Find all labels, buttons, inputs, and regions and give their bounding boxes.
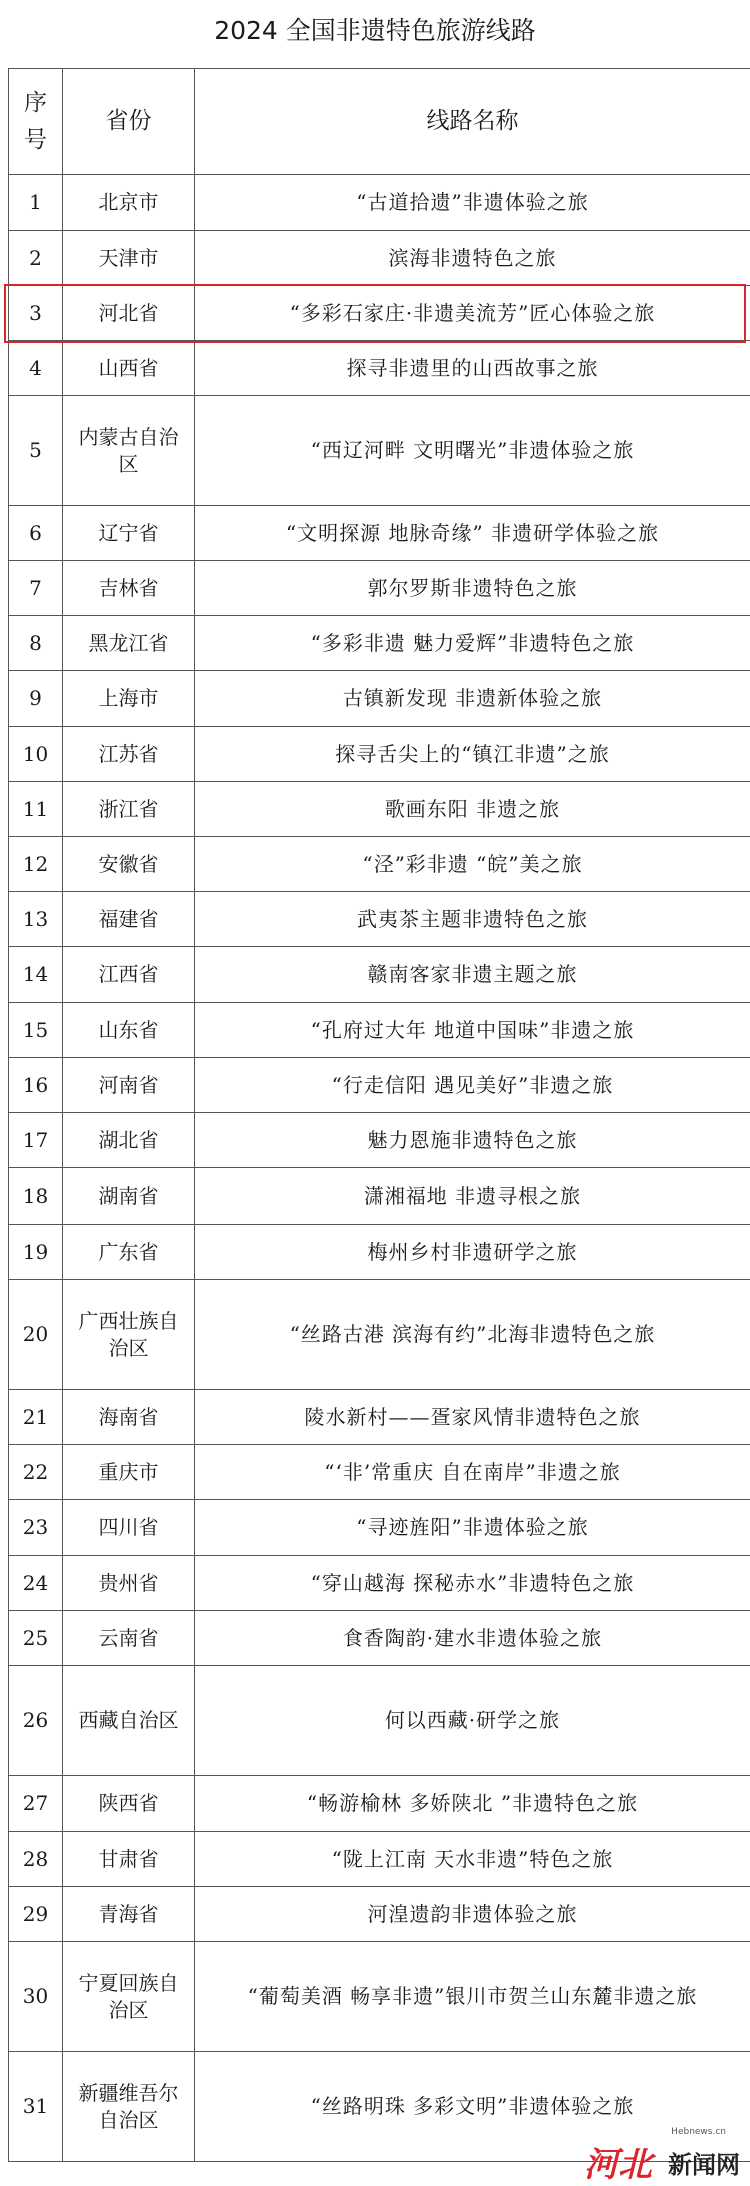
table-row [9, 175, 750, 231]
province-cell: 湖南省 [63, 1168, 195, 1225]
route-cell: “丝路明珠 多彩文明”非遗体验之旅 [195, 2052, 750, 2162]
news-logo [584, 2127, 744, 2175]
seq-cell: 30 [9, 1942, 63, 2052]
province-cell: 天津市 [63, 231, 195, 286]
route-cell: “西辽河畔 文明曙光”非遗体验之旅 [195, 396, 750, 506]
province-cell: 内蒙古自治区 [63, 396, 195, 506]
seq-cell: 15 [9, 1003, 63, 1058]
logo-brand: 河北 [584, 2137, 652, 2186]
seq-cell: 16 [9, 1058, 63, 1113]
table-row [9, 1168, 750, 1225]
route-cell: “多彩非遗 魅力爱辉”非遗特色之旅 [195, 616, 750, 671]
route-cell: 食香陶韵·建水非遗体验之旅 [195, 1611, 750, 1666]
route-cell: “寻迹旌阳”非遗体验之旅 [195, 1500, 750, 1556]
logo-url: Hebnews.cn [671, 2127, 726, 2137]
table-row [9, 1390, 750, 1445]
routes-table [8, 68, 750, 2162]
route-cell: “泾”彩非遗 “皖”美之旅 [195, 837, 750, 892]
province-cell: 辽宁省 [63, 506, 195, 561]
table-row [9, 1611, 750, 1666]
route-cell: 赣南客家非遗主题之旅 [195, 947, 750, 1003]
seq-cell: 9 [9, 671, 63, 727]
route-cell: 潇湘福地 非遗寻根之旅 [195, 1168, 750, 1225]
document-title: 2024 全国非遗特色旅游线路 [0, 0, 750, 62]
route-cell: 歌画东阳 非遗之旅 [195, 782, 750, 837]
table-row [9, 947, 750, 1003]
seq-cell: 14 [9, 947, 63, 1003]
seq-cell: 1 [9, 175, 63, 231]
table-row [9, 892, 750, 947]
table-row [9, 1887, 750, 1942]
table-row [9, 1942, 750, 2052]
table-row [9, 396, 750, 506]
route-cell: 武夷茶主题非遗特色之旅 [195, 892, 750, 947]
seq-cell: 28 [9, 1832, 63, 1887]
table-row [9, 1556, 750, 1611]
province-cell: 江苏省 [63, 727, 195, 782]
province-cell: 江西省 [63, 947, 195, 1003]
province-cell: 西藏自治区 [63, 1666, 195, 1776]
seq-cell: 5 [9, 396, 63, 506]
seq-cell: 12 [9, 837, 63, 892]
route-cell: 探寻非遗里的山西故事之旅 [195, 341, 750, 396]
province-cell: 四川省 [63, 1500, 195, 1556]
province-cell: 青海省 [63, 1887, 195, 1942]
table-row [9, 1776, 750, 1832]
seq-cell: 2 [9, 231, 63, 286]
seq-cell: 21 [9, 1390, 63, 1445]
province-cell: 宁夏回族自治区 [63, 1942, 195, 2052]
province-cell: 北京市 [63, 175, 195, 231]
province-cell: 甘肃省 [63, 1832, 195, 1887]
province-cell: 上海市 [63, 671, 195, 727]
route-cell: 古镇新发现 非遗新体验之旅 [195, 671, 750, 727]
header-seq: 序号 [9, 69, 63, 175]
seq-cell: 24 [9, 1556, 63, 1611]
table-row [9, 1113, 750, 1168]
table-row [9, 1280, 750, 1390]
table-row [9, 506, 750, 561]
table-row [9, 837, 750, 892]
header-province: 省份 [63, 69, 195, 175]
table-row [9, 782, 750, 837]
seq-cell: 17 [9, 1113, 63, 1168]
route-cell: 河湟遗韵非遗体验之旅 [195, 1887, 750, 1942]
province-cell: 吉林省 [63, 561, 195, 616]
seq-cell: 22 [9, 1445, 63, 1500]
province-cell: 河北省 [63, 286, 195, 341]
route-cell: “畅游榆林 多娇陕北 ”非遗特色之旅 [195, 1776, 750, 1832]
table-row [9, 561, 750, 616]
route-cell: “文明探源 地脉奇缘” 非遗研学体验之旅 [195, 506, 750, 561]
route-cell: “丝路古港 滨海有约”北海非遗特色之旅 [195, 1280, 750, 1390]
province-cell: 贵州省 [63, 1556, 195, 1611]
route-cell: “穿山越海 探秘赤水”非遗特色之旅 [195, 1556, 750, 1611]
seq-cell: 27 [9, 1776, 63, 1832]
seq-cell: 19 [9, 1225, 63, 1280]
seq-cell: 25 [9, 1611, 63, 1666]
route-cell: 郭尔罗斯非遗特色之旅 [195, 561, 750, 616]
seq-cell: 31 [9, 2052, 63, 2162]
table-row [9, 1832, 750, 1887]
province-cell: 海南省 [63, 1390, 195, 1445]
route-cell: 何以西藏·研学之旅 [195, 1666, 750, 1776]
seq-cell: 29 [9, 1887, 63, 1942]
table-header-row [9, 69, 750, 175]
table-row [9, 671, 750, 727]
route-cell: 陵水新村——疍家风情非遗特色之旅 [195, 1390, 750, 1445]
province-cell: 安徽省 [63, 837, 195, 892]
seq-cell: 6 [9, 506, 63, 561]
table-row [9, 727, 750, 782]
province-cell: 重庆市 [63, 1445, 195, 1500]
route-cell: “‘非’常重庆 自在南岸”非遗之旅 [195, 1445, 750, 1500]
route-cell: “陇上江南 天水非遗”特色之旅 [195, 1832, 750, 1887]
seq-cell: 3 [9, 286, 63, 341]
table-row [9, 1058, 750, 1113]
province-cell: 湖北省 [63, 1113, 195, 1168]
seq-cell: 10 [9, 727, 63, 782]
route-cell: “葡萄美酒 畅享非遗”银川市贺兰山东麓非遗之旅 [195, 1942, 750, 2052]
table-row [9, 1225, 750, 1280]
table-row [9, 616, 750, 671]
province-cell: 陕西省 [63, 1776, 195, 1832]
table-row [9, 1445, 750, 1500]
table-row [9, 1500, 750, 1556]
table-row [9, 341, 750, 396]
seq-cell: 8 [9, 616, 63, 671]
route-cell: “孔府过大年 地道中国味”非遗之旅 [195, 1003, 750, 1058]
table-row [9, 1666, 750, 1776]
table-row [9, 1003, 750, 1058]
seq-cell: 11 [9, 782, 63, 837]
route-cell: “多彩石家庄·非遗美流芳”匠心体验之旅 [195, 286, 750, 341]
seq-cell: 7 [9, 561, 63, 616]
logo-sub: 新闻网 [668, 2145, 740, 2180]
seq-cell: 13 [9, 892, 63, 947]
province-cell: 浙江省 [63, 782, 195, 837]
table-row [9, 286, 750, 341]
seq-cell: 20 [9, 1280, 63, 1390]
route-cell: 梅州乡村非遗研学之旅 [195, 1225, 750, 1280]
seq-cell: 18 [9, 1168, 63, 1225]
route-cell: 滨海非遗特色之旅 [195, 231, 750, 286]
table-row [9, 231, 750, 286]
route-cell: “古道拾遗”非遗体验之旅 [195, 175, 750, 231]
province-cell: 广西壮族自治区 [63, 1280, 195, 1390]
seq-cell: 26 [9, 1666, 63, 1776]
route-cell: 魅力恩施非遗特色之旅 [195, 1113, 750, 1168]
header-route: 线路名称 [195, 69, 750, 175]
route-cell: “行走信阳 遇见美好”非遗之旅 [195, 1058, 750, 1113]
province-cell: 福建省 [63, 892, 195, 947]
seq-cell: 4 [9, 341, 63, 396]
province-cell: 黑龙江省 [63, 616, 195, 671]
province-cell: 新疆维吾尔自治区 [63, 2052, 195, 2162]
province-cell: 云南省 [63, 1611, 195, 1666]
province-cell: 河南省 [63, 1058, 195, 1113]
route-cell: 探寻舌尖上的“镇江非遗”之旅 [195, 727, 750, 782]
province-cell: 山西省 [63, 341, 195, 396]
seq-cell: 23 [9, 1500, 63, 1556]
province-cell: 山东省 [63, 1003, 195, 1058]
province-cell: 广东省 [63, 1225, 195, 1280]
